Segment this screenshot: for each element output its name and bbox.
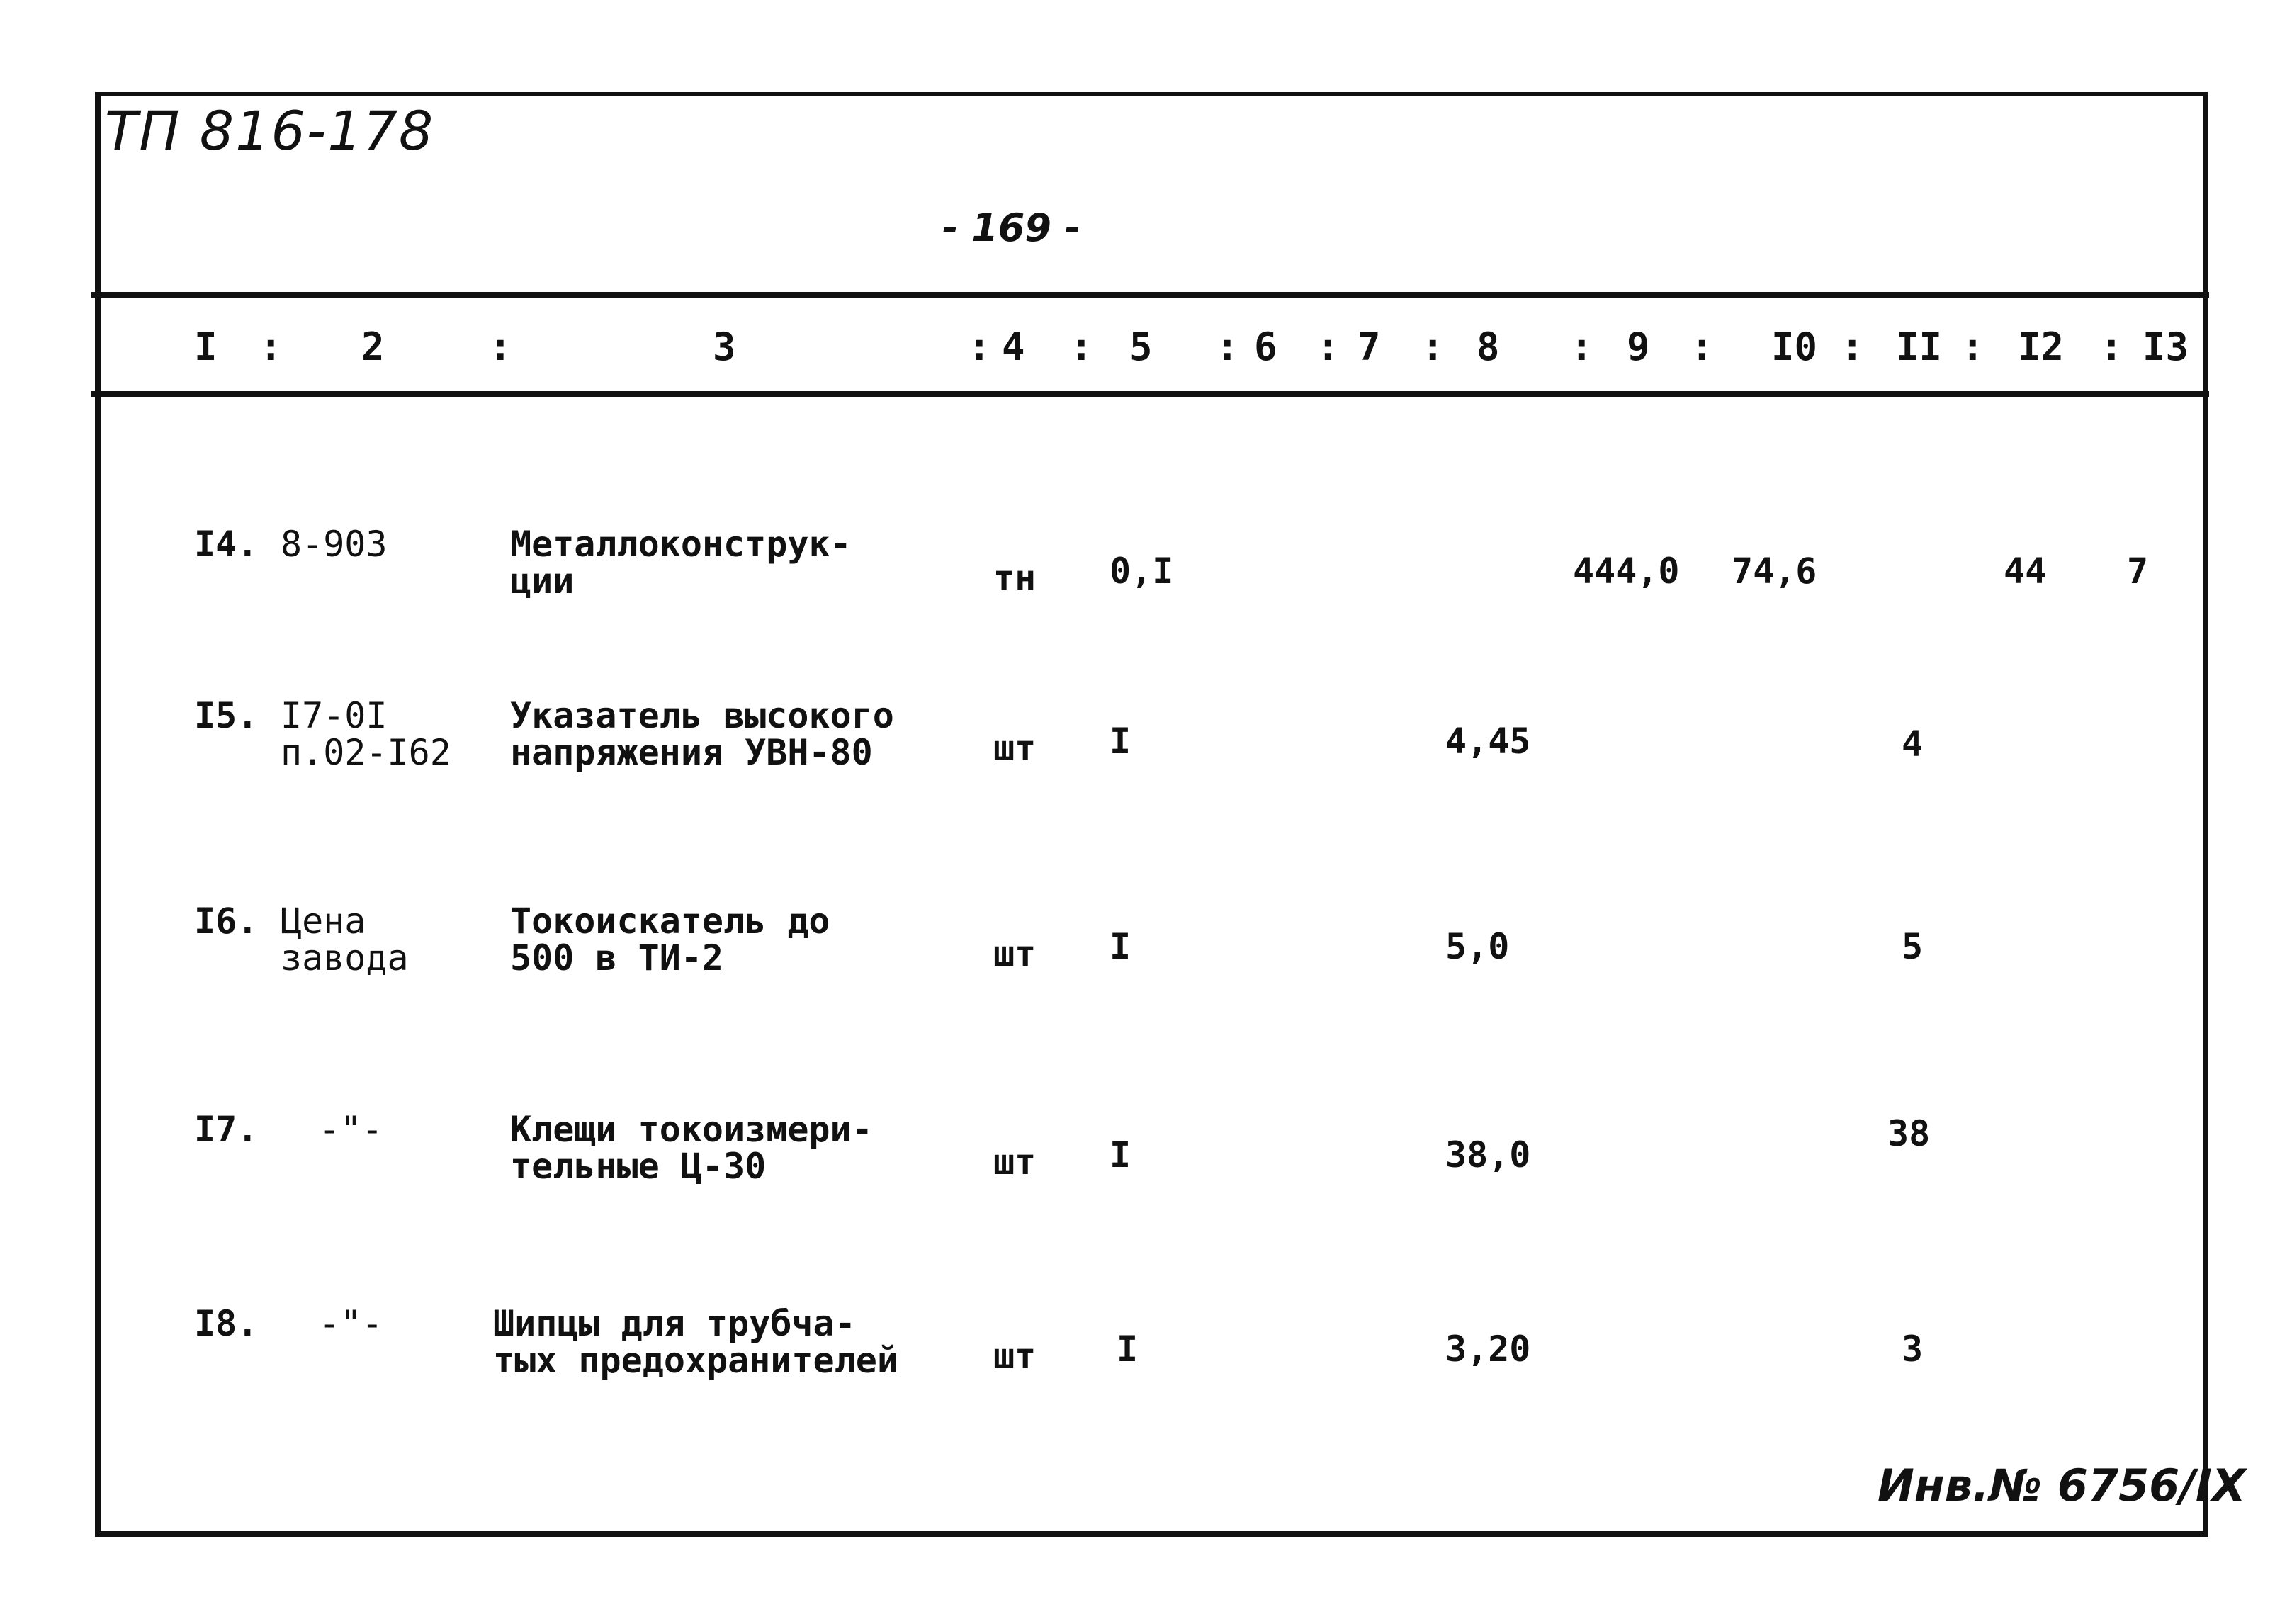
row-18-num: I8.: [194, 1303, 259, 1344]
col-sep: :: [1070, 325, 1093, 369]
row-14-col13: 7: [2127, 551, 2149, 592]
row-14-col9: 444,0: [1573, 551, 1680, 592]
col-header-9: 9: [1627, 325, 1650, 369]
row-15-num: I5.: [194, 695, 259, 736]
row-14-qty: 0,I: [1110, 551, 1174, 592]
row-17-qty: I: [1110, 1134, 1131, 1175]
row-18-code: -"-: [319, 1303, 383, 1344]
row-16-name: Токоискатель до 500 в ТИ-2: [510, 901, 830, 979]
header-rule-bottom: [91, 391, 2209, 397]
inventory-number: Инв.№ 6756/IX: [1878, 1460, 2246, 1511]
row-14-num: I4.: [194, 524, 259, 565]
row-17-num: I7.: [194, 1109, 259, 1150]
header-rule-top: [91, 292, 2209, 298]
row-17-unit: шт: [993, 1141, 1037, 1183]
row-14-unit: тн: [993, 558, 1037, 599]
col-header-8: 8: [1477, 325, 1500, 369]
doc-id: ТП 816-178: [105, 99, 435, 162]
row-16-num: I6.: [194, 901, 259, 942]
col-header-4: 4: [1002, 325, 1025, 369]
row-14-col10: 74,6: [1732, 551, 1817, 592]
page-number: - 169 -: [942, 205, 1081, 250]
col-header-1: I: [194, 325, 218, 369]
col-sep: :: [1216, 325, 1239, 369]
col-sep: :: [259, 325, 283, 369]
row-18-unit: шт: [993, 1336, 1037, 1377]
row-15-code: I7-0I п.02-I62: [281, 695, 451, 773]
row-17-code: -"-: [319, 1109, 383, 1150]
col-sep: :: [968, 325, 991, 369]
row-16-qty: I: [1110, 926, 1131, 967]
row-18-qty: I: [1117, 1329, 1139, 1370]
col-sep: :: [1316, 325, 1340, 369]
col-header-13: I3: [2143, 325, 2189, 369]
col-header-7: 7: [1357, 325, 1381, 369]
col-sep: :: [2100, 325, 2123, 369]
row-14-code: 8-903: [281, 524, 388, 565]
row-15-unit: шт: [993, 728, 1037, 769]
col-header-3: 3: [713, 325, 736, 369]
col-header-12: I2: [2018, 325, 2065, 369]
row-17-name: Клещи токоизмери- тельные Ц-30: [510, 1109, 873, 1187]
col-header-11: II: [1896, 325, 1943, 369]
col-header-6: 6: [1254, 325, 1277, 369]
row-14-name: Металлоконструк- ции: [510, 524, 852, 602]
col-sep: :: [1421, 325, 1445, 369]
col-header-2: 2: [361, 325, 385, 369]
row-16-unit: шт: [993, 933, 1037, 974]
row-14-col12: 44: [2004, 551, 2047, 592]
row-15-col11: 4: [1902, 723, 1924, 765]
row-15-qty: I: [1110, 721, 1131, 762]
col-sep: :: [489, 325, 512, 369]
row-16-col8: 5,0: [1445, 926, 1510, 967]
col-sep: :: [1841, 325, 1864, 369]
col-sep: :: [1690, 325, 1714, 369]
row-18-name: Шипцы для трубча- тых предохранителей: [493, 1303, 898, 1381]
row-16-code: Цена завода: [281, 901, 409, 979]
col-header-10: I0: [1771, 325, 1818, 369]
row-18-col11: 3: [1902, 1329, 1924, 1370]
row-17-col11: 38: [1887, 1113, 1931, 1154]
row-16-col11: 5: [1902, 926, 1924, 967]
row-15-name: Указатель высокого напряжения УВН-80: [510, 695, 894, 773]
col-sep: :: [1961, 325, 1985, 369]
row-18-col8: 3,20: [1445, 1329, 1531, 1370]
row-17-col8: 38,0: [1445, 1134, 1531, 1175]
col-sep: :: [1570, 325, 1593, 369]
col-header-5: 5: [1129, 325, 1153, 369]
row-15-col8: 4,45: [1445, 721, 1531, 762]
document-frame: [95, 92, 2208, 1537]
